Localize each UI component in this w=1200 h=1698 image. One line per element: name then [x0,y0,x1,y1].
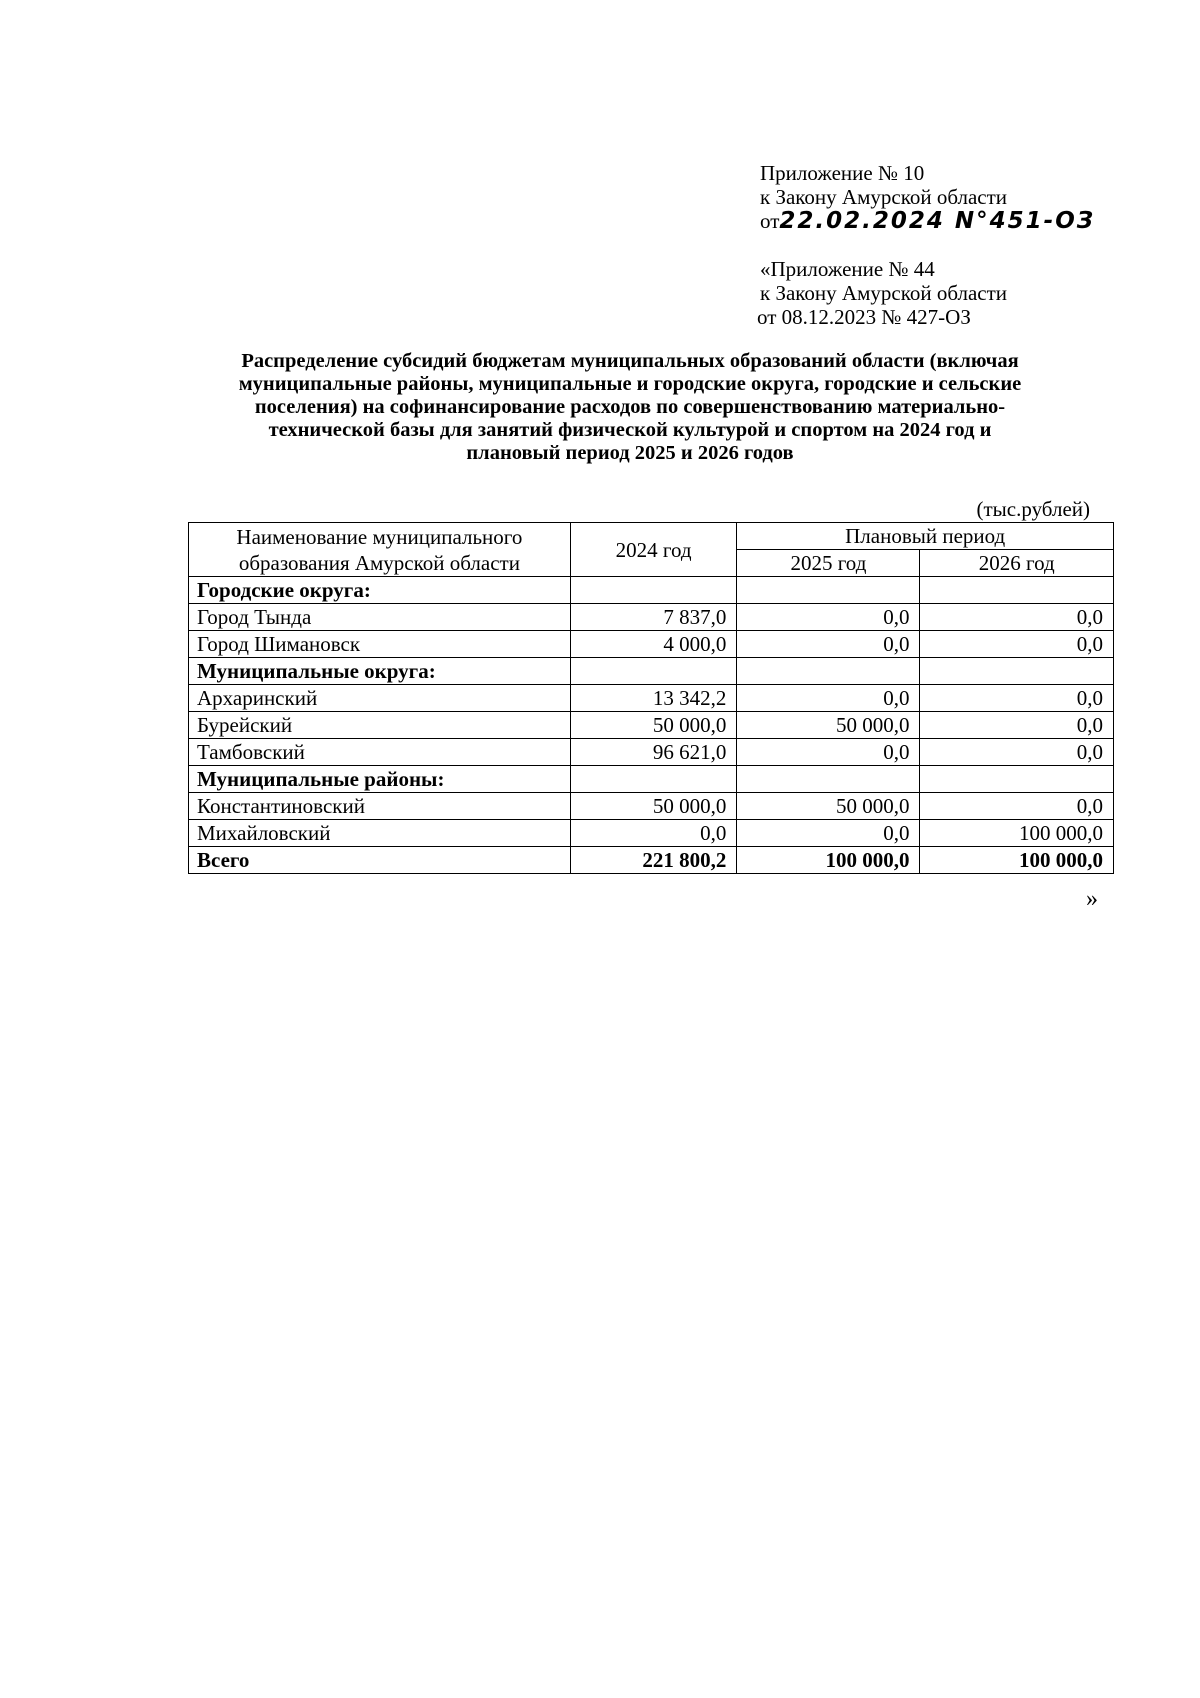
prev-annex-date-line: от 08.12.2023 № 427-ОЗ [757,305,971,329]
group-row [189,577,1114,604]
group-row [189,658,1114,685]
cell-2024 [570,577,737,604]
cell-2026: 0,0 [920,739,1114,766]
cell-2025: 0,0 [737,631,920,658]
header-year-2025: 2025 год [737,550,920,577]
header-municipality-name: Наименование муниципального образования Амурской области [189,523,571,577]
title-line-4: технической базы для занятий физической культурой и спортом на 2024 год и [268,419,992,441]
cell-2026: 100 000,0 [920,820,1114,847]
table-row [189,793,1114,820]
handwritten-date-number: 22.02.2024 N°451-ОЗ [779,208,1096,234]
prev-annex-law-reference: к Закону Амурской области [760,281,1008,305]
cell-name: Городские округа: [189,577,571,604]
cell-2026: 0,0 [920,793,1114,820]
cell-name: Михайловский [189,820,571,847]
table-row [189,820,1114,847]
cell-2024: 50 000,0 [570,793,737,820]
cell-name: Всего [189,847,571,874]
cell-2024: 13 342,2 [570,685,737,712]
cell-2025: 0,0 [737,739,920,766]
table-row [189,712,1114,739]
table-body [189,577,1114,874]
cell-name: Бурейский [189,712,571,739]
cell-2025: 100 000,0 [737,847,920,874]
title-line-3: поселения) на софинансирование расходов по совершенствованию материально- [254,396,1006,418]
cell-2024: 221 800,2 [570,847,737,874]
document-title [150,350,1110,465]
total-row [189,847,1114,874]
cell-2026 [920,658,1114,685]
cell-name: Муниципальные районы: [189,766,571,793]
cell-2026: 0,0 [920,685,1114,712]
closing-quote: » [1086,886,1098,912]
cell-2024 [570,658,737,685]
cell-name: Город Шимановск [189,631,571,658]
cell-2026: 100 000,0 [920,847,1114,874]
table-row [189,631,1114,658]
cell-2024: 0,0 [570,820,737,847]
cell-2025: 0,0 [737,820,920,847]
cell-name: Архаринский [189,685,571,712]
table-row [189,739,1114,766]
title-line-1: Распределение субсидий бюджетам муниципальных образований области (включая [241,350,1019,372]
cell-2026: 0,0 [920,712,1114,739]
annex-date-line [760,209,1095,233]
annex-date-prefix: от [760,209,780,233]
header-planned-period: Плановый период [737,523,1114,550]
cell-2024 [570,766,737,793]
cell-2024: 96 621,0 [570,739,737,766]
cell-2025 [737,577,920,604]
prev-annex-number: «Приложение № 44 [760,257,935,281]
annex-law-reference: к Закону Амурской области [760,185,1008,209]
table-row [189,604,1114,631]
cell-2024: 4 000,0 [570,631,737,658]
cell-2024: 50 000,0 [570,712,737,739]
cell-2026: 0,0 [920,604,1114,631]
cell-2026 [920,577,1114,604]
title-line-2: муниципальные районы, муниципальные и городские округа, городские и сельские [238,373,1022,395]
annex-header-current [760,161,1095,233]
cell-2026 [920,766,1114,793]
cell-2026: 0,0 [920,631,1114,658]
cell-2025 [737,658,920,685]
cell-2024: 7 837,0 [570,604,737,631]
cell-2025: 50 000,0 [737,793,920,820]
cell-2025: 50 000,0 [737,712,920,739]
cell-2025: 0,0 [737,685,920,712]
cell-2025 [737,766,920,793]
header-year-2024: 2024 год [570,523,737,577]
units-label: (тыс.рублей) [976,497,1090,521]
cell-2025: 0,0 [737,604,920,631]
header-year-2026: 2026 год [920,550,1114,577]
cell-name: Город Тында [189,604,571,631]
cell-name: Тамбовский [189,739,571,766]
title-line-5: плановый период 2025 и 2026 годов [466,442,794,464]
header-row-1 [189,523,1114,550]
annex-number: Приложение № 10 [760,161,925,185]
annex-header-previous [757,257,1008,329]
table-row [189,685,1114,712]
subsidy-table [188,522,1114,874]
cell-name: Муниципальные округа: [189,658,571,685]
cell-name: Константиновский [189,793,571,820]
table-header [189,523,1114,577]
group-row [189,766,1114,793]
